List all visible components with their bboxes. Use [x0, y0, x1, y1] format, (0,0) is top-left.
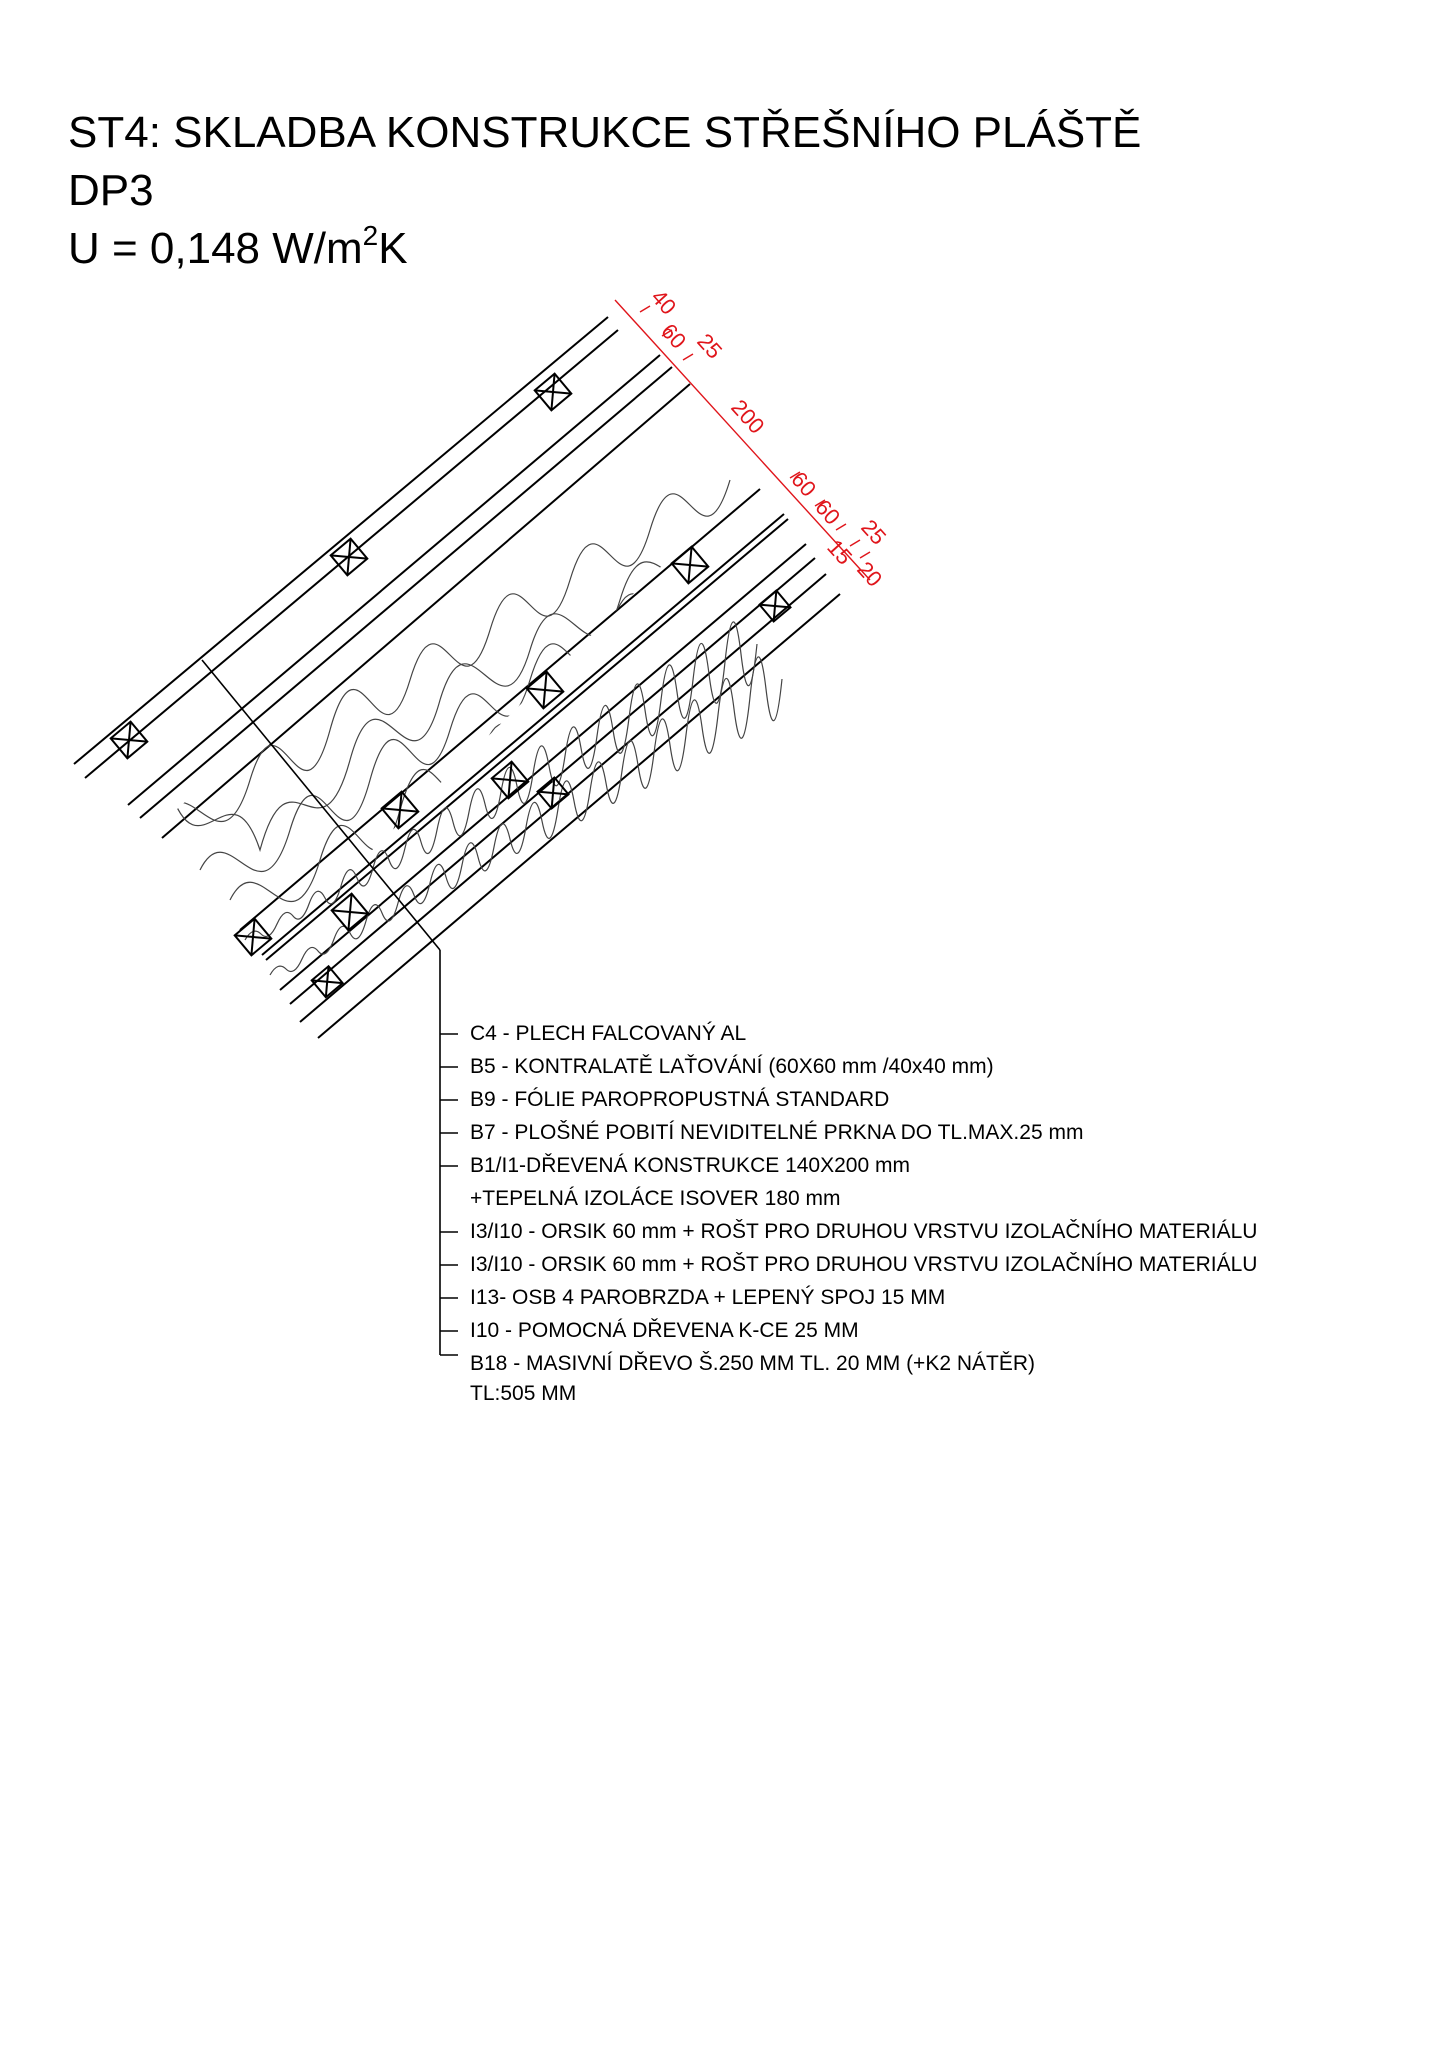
section-cut-line [202, 660, 458, 1355]
dim-60-a: 60 [786, 466, 822, 502]
dim-60-b: 60 [810, 494, 846, 530]
dimension-labels [646, 285, 891, 592]
dim-25-bottom: 25 [856, 514, 892, 550]
legend-item-i10: I10 - POMOCNÁ DŘEVENA K-CE 25 MM [470, 1319, 859, 1342]
legend-item-i13: I13- OSB 4 PAROBRZDA + LEPENÝ SPOJ 15 MM [470, 1286, 946, 1309]
dim-25-top: 25 [692, 328, 728, 364]
drawing-code: DP3 [68, 166, 154, 215]
sheet-metal-bottom [85, 330, 618, 778]
legend-item-b7: B7 - PLOŠNÉ POBITÍ NEVIDITELNÉ PRKNA DO TL.MAX.25 mm [470, 1121, 1084, 1144]
batten-3 [535, 374, 572, 411]
dim-40: 40 [646, 284, 682, 320]
orsik-grid-timbers [235, 547, 791, 998]
dim-200: 200 [726, 394, 770, 439]
legend-item-b1: B1/I1-DŘEVENÁ KONSTRUKCE 140X200 mm [470, 1154, 910, 1177]
legend-item-i3-2: I3/I10 - ORSIK 60 mm + ROŠT PRO DRUHOU VRSTVU IZOLAČNÍHO MATERIÁLU [470, 1253, 1258, 1276]
legend-item-i3-1: I3/I10 - ORSIK 60 mm + ROŠT PRO DRUHOU VRSTVU IZOLAČNÍHO MATERIÁLU [470, 1220, 1258, 1243]
counter-batten-bottom [128, 355, 660, 805]
layer-legend [470, 1017, 1257, 1408]
layer-lines [74, 317, 840, 1038]
sheet-metal-top [74, 317, 608, 764]
dim-20: 20 [852, 556, 888, 592]
legend-item-b5: B5 - KONTRALATĚ LAŤOVÁNÍ (60X60 mm /40x40 mm) [470, 1055, 994, 1078]
orsik-2-top [266, 519, 788, 960]
solid-wood-bottom [318, 594, 840, 1038]
legend-item-b9: B9 - FÓLIE PAROPROPUSTNÁ STANDARD [470, 1088, 890, 1111]
legend-total-thickness: TL:505 MM [470, 1382, 577, 1405]
legend-ticks [440, 1034, 458, 1331]
legend-item-b18: B18 - MASIVNÍ DŘEVO Š.250 MM TL. 20 MM (+K2 NÁTĚR) [470, 1352, 1036, 1375]
membrane-line [140, 367, 672, 818]
legend-item-b1-cont: +TEPELNÁ IZOLÁCE ISOVER 180 mm [470, 1187, 841, 1210]
orsik-pattern [245, 622, 782, 975]
drawing-title: ST4: SKLADBA KONSTRUKCE STŘEŠNÍHO PLÁŠTĚ [68, 108, 1142, 157]
dim-60-top: 60 [656, 318, 692, 354]
legend-item-c4: C4 - PLECH FALCOVANÝ AL [470, 1022, 747, 1045]
u-value-main: U = 0,148 W/m [68, 224, 363, 273]
u-value-unit: K [378, 224, 408, 273]
u-value-exponent: 2 [362, 220, 379, 251]
dim-15: 15 [822, 534, 858, 570]
dimension-chain [615, 300, 870, 580]
